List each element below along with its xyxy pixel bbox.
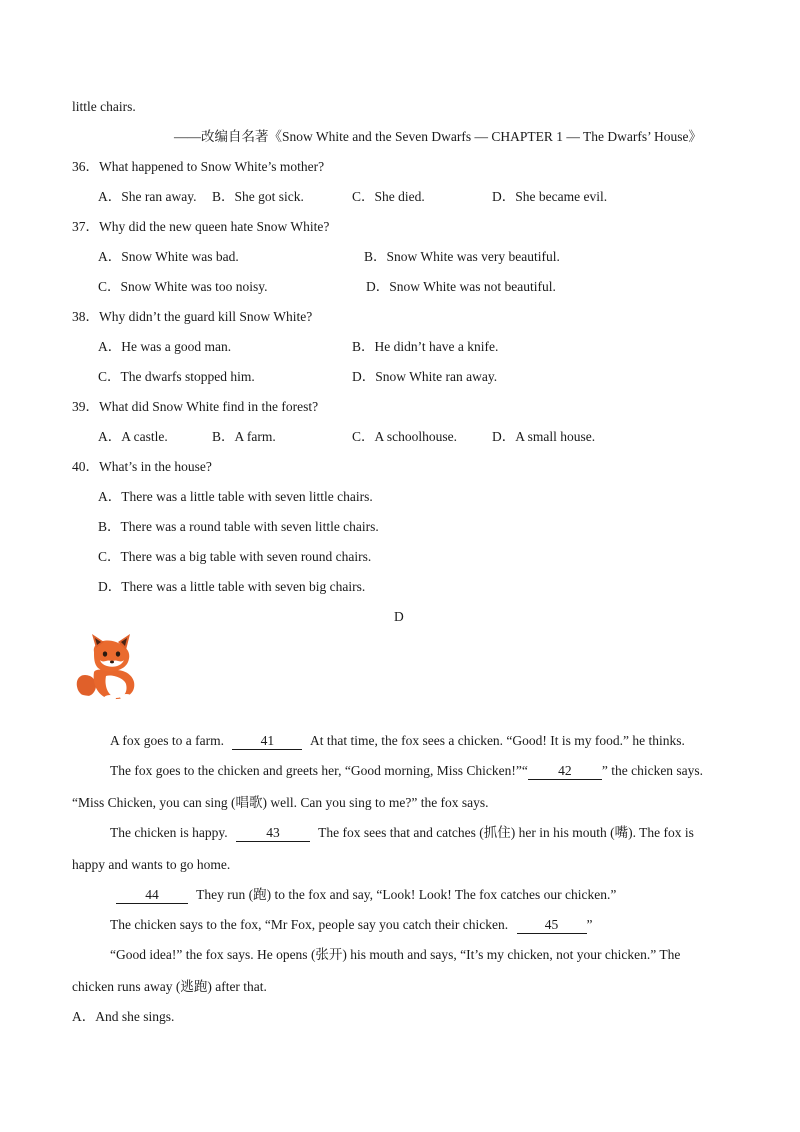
q40-option-b[interactable]: B．There was a round table with seven little chairs. [98, 519, 379, 534]
q40-option-a[interactable]: A．There was a little table with seven little chairs. [98, 489, 373, 504]
blank-43[interactable]: 43 [236, 825, 310, 842]
q39-option-d[interactable]: D．A small house. [492, 429, 596, 444]
passage-line-3: “Miss Chicken, you can sing (唱歌) well. Can you sing to me?” the fox says. [72, 795, 489, 810]
q37-option-b[interactable]: B．Snow White was very beautiful. [364, 249, 560, 264]
question-38: 38．Why didn’t the guard kill Snow White? [72, 309, 313, 324]
q38-option-d[interactable]: D．Snow White ran away. [352, 369, 498, 384]
blank-45[interactable]: 45 [517, 917, 587, 934]
passage-line-7 [110, 916, 593, 934]
passage-text: At that time, the fox sees a chicken. “Good! It is my food.” he thinks. [310, 733, 685, 748]
passage-text: The fox sees that and catches (抓住) her in his mouth (嘴). The fox is [318, 825, 694, 840]
passage-line-8: “Good idea!” the fox says. He opens (张开) his mouth and says, “It’s my chicken, not your chicken.” The [110, 947, 681, 962]
q38-option-a[interactable]: A．He was a good man. [98, 339, 232, 354]
passage-line-6 [116, 886, 616, 904]
q36-option-c[interactable]: C．She died. [352, 189, 425, 204]
source-citation: ——改编自名著《Snow White and the Seven Dwarfs — CHAPTER 1 — The Dwarfs’ House》 [174, 129, 702, 144]
answer-option-a[interactable]: A．And she sings. [72, 1009, 175, 1024]
passage-line-2 [110, 762, 703, 780]
q38-option-c[interactable]: C．The dwarfs stopped him. [98, 369, 255, 384]
question-37: 37．Why did the new queen hate Snow White? [72, 219, 330, 234]
passage-line-4 [110, 824, 694, 842]
passage-text: A fox goes to a farm. [110, 733, 224, 748]
passage-line-9: chicken runs away (逃跑) after that. [72, 979, 267, 994]
section-label: D [394, 609, 404, 624]
question-36: 36．What happened to Snow White’s mother? [72, 159, 325, 174]
q40-option-d[interactable]: D．There was a little table with seven big chairs. [98, 579, 366, 594]
q36-option-a[interactable]: A．She ran away. [98, 189, 197, 204]
question-39: 39．What did Snow White find in the forest? [72, 399, 319, 414]
passage-text: ” [586, 917, 593, 932]
passage-line-1 [110, 732, 685, 750]
passage-line-5: happy and wants to go home. [72, 857, 231, 872]
q36-option-d[interactable]: D．She became evil. [492, 189, 608, 204]
q39-option-c[interactable]: C．A schoolhouse. [352, 429, 458, 444]
passage-text: The chicken says to the fox, “Mr Fox, people say you catch their chicken. [110, 917, 509, 932]
blank-44[interactable]: 44 [116, 887, 188, 904]
passage-text: ” the chicken says. [601, 763, 704, 778]
q37-option-a[interactable]: A．Snow White was bad. [98, 249, 239, 264]
passage-text: The chicken is happy. [110, 825, 228, 840]
q38-option-b[interactable]: B．He didn’t have a knife. [352, 339, 499, 354]
q40-option-c[interactable]: C．There was a big table with seven round chairs. [98, 549, 372, 564]
q39-option-a[interactable]: A．A castle. [98, 429, 168, 444]
passage-text: They run (跑) to the fox and say, “Look! Look! The fox catches our chicken.” [196, 887, 617, 902]
fox-illustration [72, 632, 146, 702]
blank-42[interactable]: 42 [528, 763, 602, 780]
blank-41[interactable]: 41 [232, 733, 302, 750]
passage-text: The fox goes to the chicken and greets her, “Good morning, Miss Chicken!”“ [110, 763, 528, 778]
q37-option-d[interactable]: D．Snow White was not beautiful. [366, 279, 556, 294]
question-40: 40．What’s in the house? [72, 459, 212, 474]
q39-option-b[interactable]: B．A farm. [212, 429, 276, 444]
q36-option-b[interactable]: B．She got sick. [212, 189, 304, 204]
q37-option-c[interactable]: C．Snow White was too noisy. [98, 279, 268, 294]
passage-continuation: little chairs. [72, 99, 136, 114]
